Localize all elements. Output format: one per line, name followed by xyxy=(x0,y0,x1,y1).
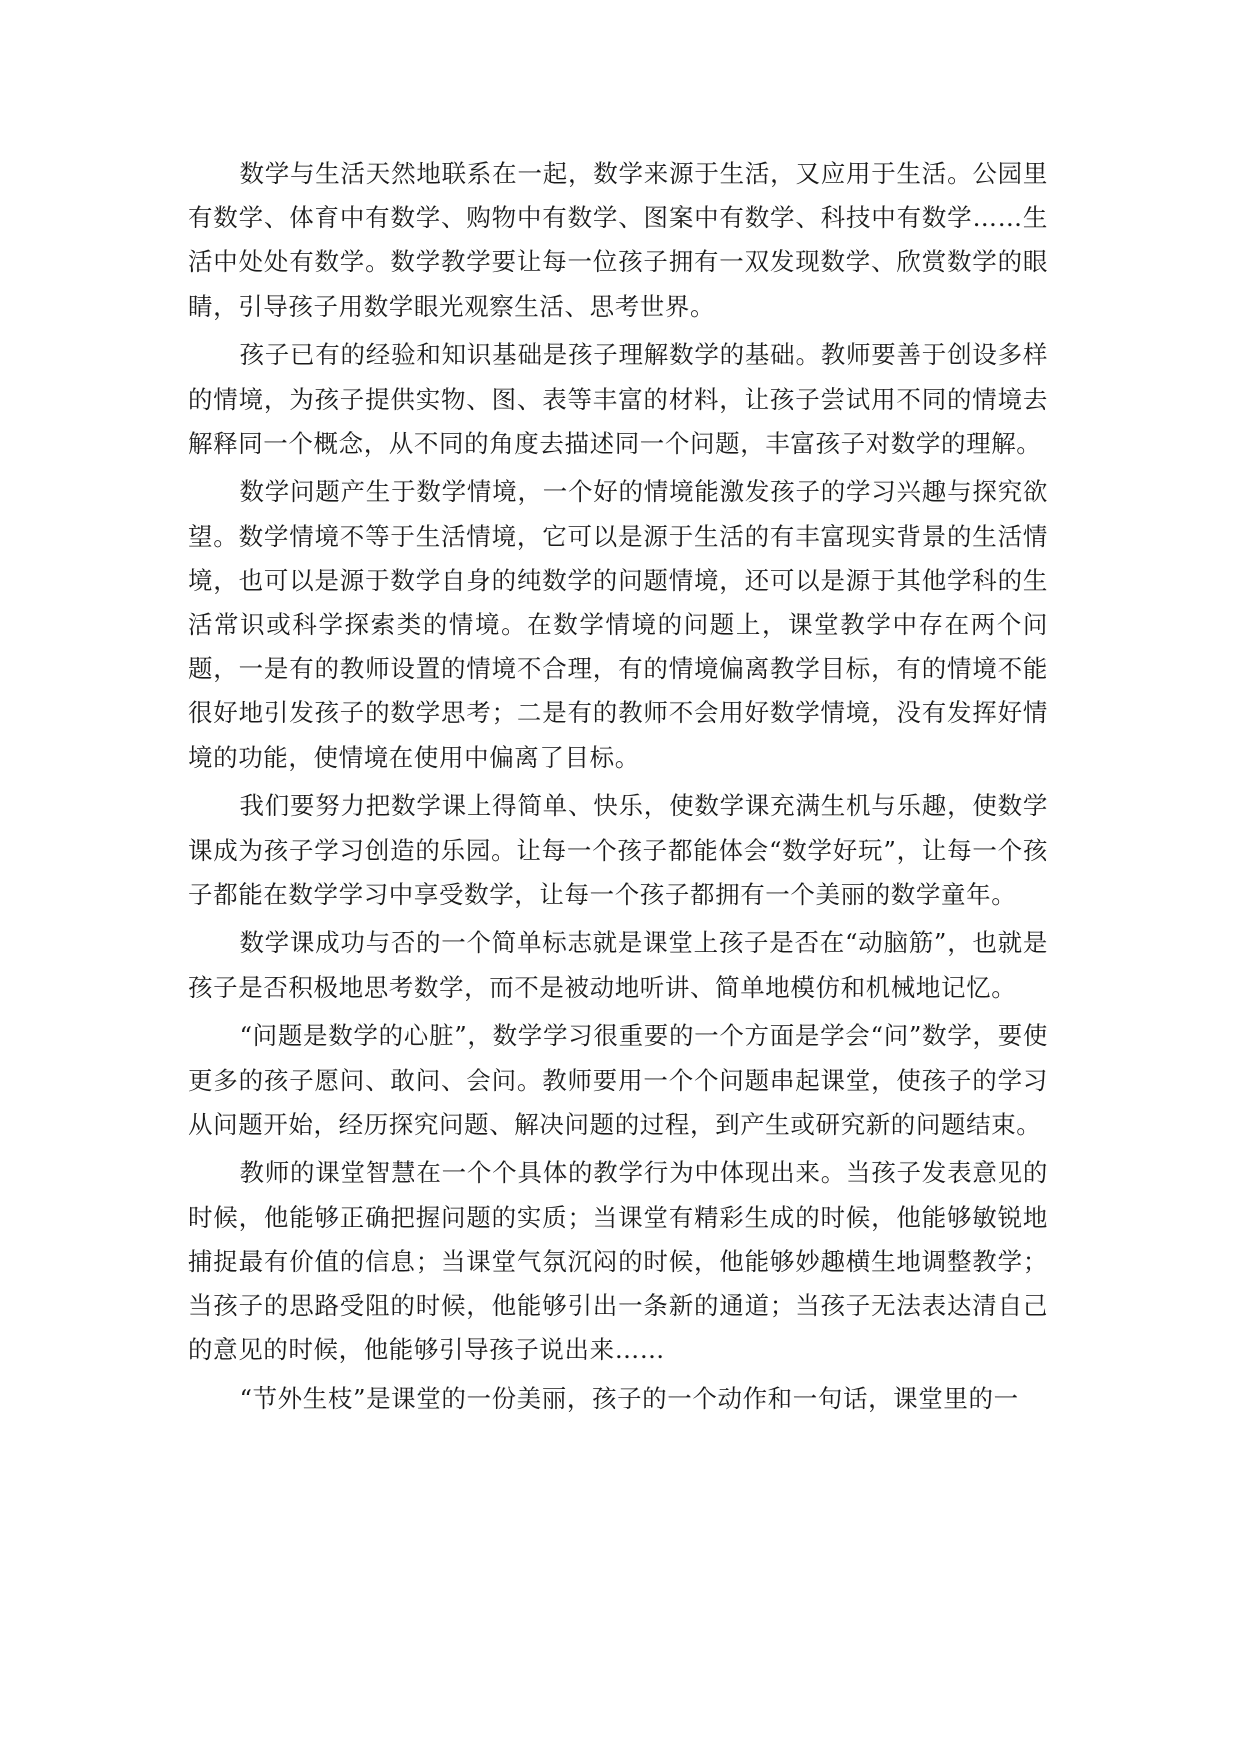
paragraph-8: “节外生枝”是课堂的一份美丽，孩子的一个动作和一句话，课堂里的一 xyxy=(239,1383,1019,1413)
paragraph-7: 教师的课堂智慧在一个个具体的教学行为中体现出来。当孩子发表意见的时候，他能够正确把握问题的实质；当课堂有精彩生成的时候，他能够敏锐地捕捉最有价值的信息；当课堂气氛沉闷的时候，他能够妙趣横生地调整教学；当孩子的思路受阻的时候，他能够引出一条新的通道；当孩子无法表达清自己的意见的时候，他能够引导孩子说出来…… xyxy=(188,1158,1048,1365)
document-body xyxy=(188,152,1048,1426)
paragraph-2: 孩子已有的经验和知识基础是孩子理解数学的基础。教师要善于创设多样的情境，为孩子提供实物、图、表等丰富的材料，让孩子尝试用不同的情境去解释同一个概念，从不同的角度去描述同一个问题，丰富孩子对数学的理解。 xyxy=(188,340,1048,458)
paragraph-6: “问题是数学的心脏”，数学学习很重要的一个方面是学会“问”数学，要使更多的孩子愿问、敢问、会问。教师要用一个个问题串起课堂，使孩子的学习从问题开始，经历探究问题、解决问题的过程，到产生或研究新的问题结束。 xyxy=(188,1021,1048,1139)
paragraph-4: 我们要努力把数学课上得简单、快乐，使数学课充满生机与乐趣，使数学课成为孩子学习创造的乐园。让每一个孩子都能体会“数学好玩”，让每一个孩子都能在数学学习中享受数学，让每一个孩子都拥有一个美丽的数学童年。 xyxy=(188,791,1048,909)
paragraph-3: 数学问题产生于数学情境，一个好的情境能激发孩子的学习兴趣与探究欲望。数学情境不等于生活情境，它可以是源于生活的有丰富现实背景的生活情境，也可以是源于数学自身的纯数学的问题情境，还可以是源于其他学科的生活常识或科学探索类的情境。在数学情境的问题上，课堂教学中存在两个问题，一是有的教师设置的情境不合理，有的情境偏离教学目标，有的情境不能很好地引发孩子的数学思考；二是有的教师不会用好数学情境，没有发挥好情境的功能，使情境在使用中偏离了目标。 xyxy=(188,477,1048,772)
paragraph-5: 数学课成功与否的一个简单标志就是课堂上孩子是否在“动脑筋”，也就是孩子是否积极地思考数学，而不是被动地听讲、简单地模仿和机械地记忆。 xyxy=(188,928,1048,1002)
paragraph-1: 数学与生活天然地联系在一起，数学来源于生活，又应用于生活。公园里有数学、体育中有数学、购物中有数学、图案中有数学、科技中有数学……生活中处处有数学。数学教学要让每一位孩子拥有一双发现数学、欣赏数学的眼睛，引导孩子用数学眼光观察生活、思考世界。 xyxy=(188,159,1048,321)
